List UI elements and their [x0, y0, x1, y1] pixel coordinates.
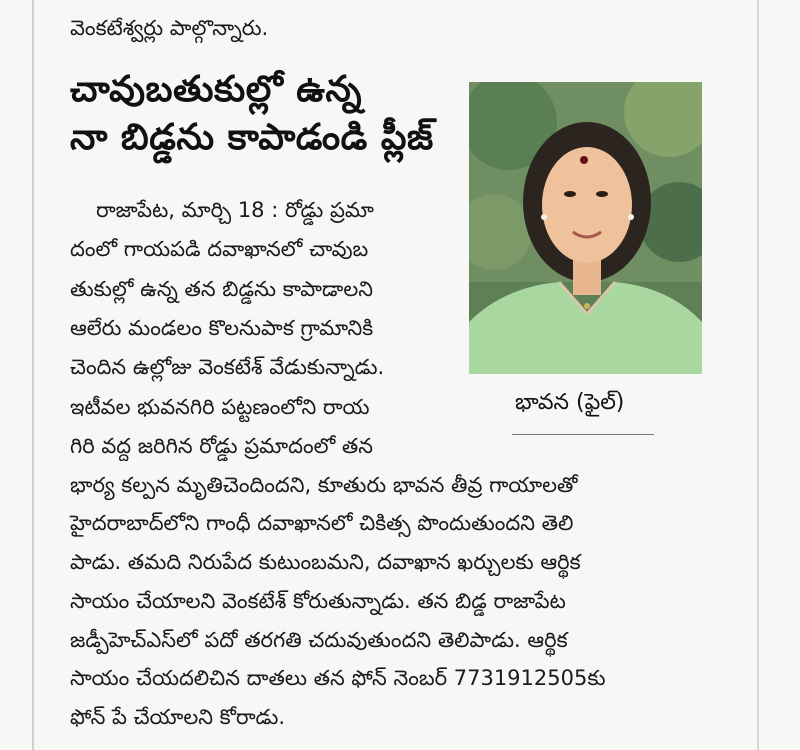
body-line: సాయం చేయాలని వెంకటేశ్ కోరుతున్నాడు. తన బిడ్డ రాజాపేట [70, 589, 566, 613]
column-divider-right [757, 0, 759, 750]
body-line: హైదరాబాద్‌లోని గాంధీ దవాఖానలో చికిత్స పొందుతుందని తెలి [70, 511, 574, 535]
body-line: జడ్పీహెచ్ఎస్‌లో పదో తరగతి చదువుతుందని తెలిపాడు. ఆర్థిక [70, 628, 568, 652]
previous-article-last-line: వెంకటేశ్వర్లు పాల్గొన్నారు. [70, 16, 269, 40]
headline-line-1: చావుబతుకుల్లో ఉన్న [70, 69, 363, 110]
caption-divider [512, 434, 654, 435]
next-article-cut-line [70, 740, 710, 750]
body-line: ఆలేరు మండలం కొలనుపాక గ్రామానికి [70, 316, 374, 340]
portrait-photo-girl-icon [469, 82, 702, 374]
body-line: దంలో గాయపడి దవాఖానలో చావుబ [70, 237, 369, 261]
headline-line-2: నా బిడ్డను కాపాడండి ప్లీజ్ [70, 117, 434, 158]
body-line: తుకుల్లో ఉన్న తన బిడ్డను కాపాడాలని [70, 277, 373, 301]
portrait-photo [469, 82, 702, 374]
body-line: ఫోన్ పే చేయాలని కోరాడు. [70, 705, 286, 729]
body-line: భార్య కల్పన మృతిచెందిందని, కూతురు భావన తీవ్ర గాయాలతో [70, 473, 578, 497]
body-line: పాడు. తమది నిరుపేద కుటుంబమని, దవాఖాన ఖర్చులకు ఆర్థిక [70, 550, 581, 574]
body-line: సాయం చేయదలిచిన దాతలు తన ఫోన్ నెంబర్ 7731912505కు [70, 666, 606, 690]
photo-caption: భావన (ఫైల్) [515, 390, 625, 415]
body-line: ఇటీవల భువనగిరి పట్టణంలోని రాయ [70, 395, 370, 419]
column-divider-left [32, 0, 34, 750]
body-line: చెందిన ఉల్లోజు వెంకటేశ్ వేడుకున్నాడు. [70, 355, 385, 379]
previous-article-cut-line [70, 0, 710, 4]
body-line: రాజాపేట, మార్చి 18 : రోడ్డు ప్రమా [96, 198, 374, 222]
body-line: గిరి వద్ద జరిగిన రోడ్డు ప్రమాదంలో తన [70, 434, 373, 458]
